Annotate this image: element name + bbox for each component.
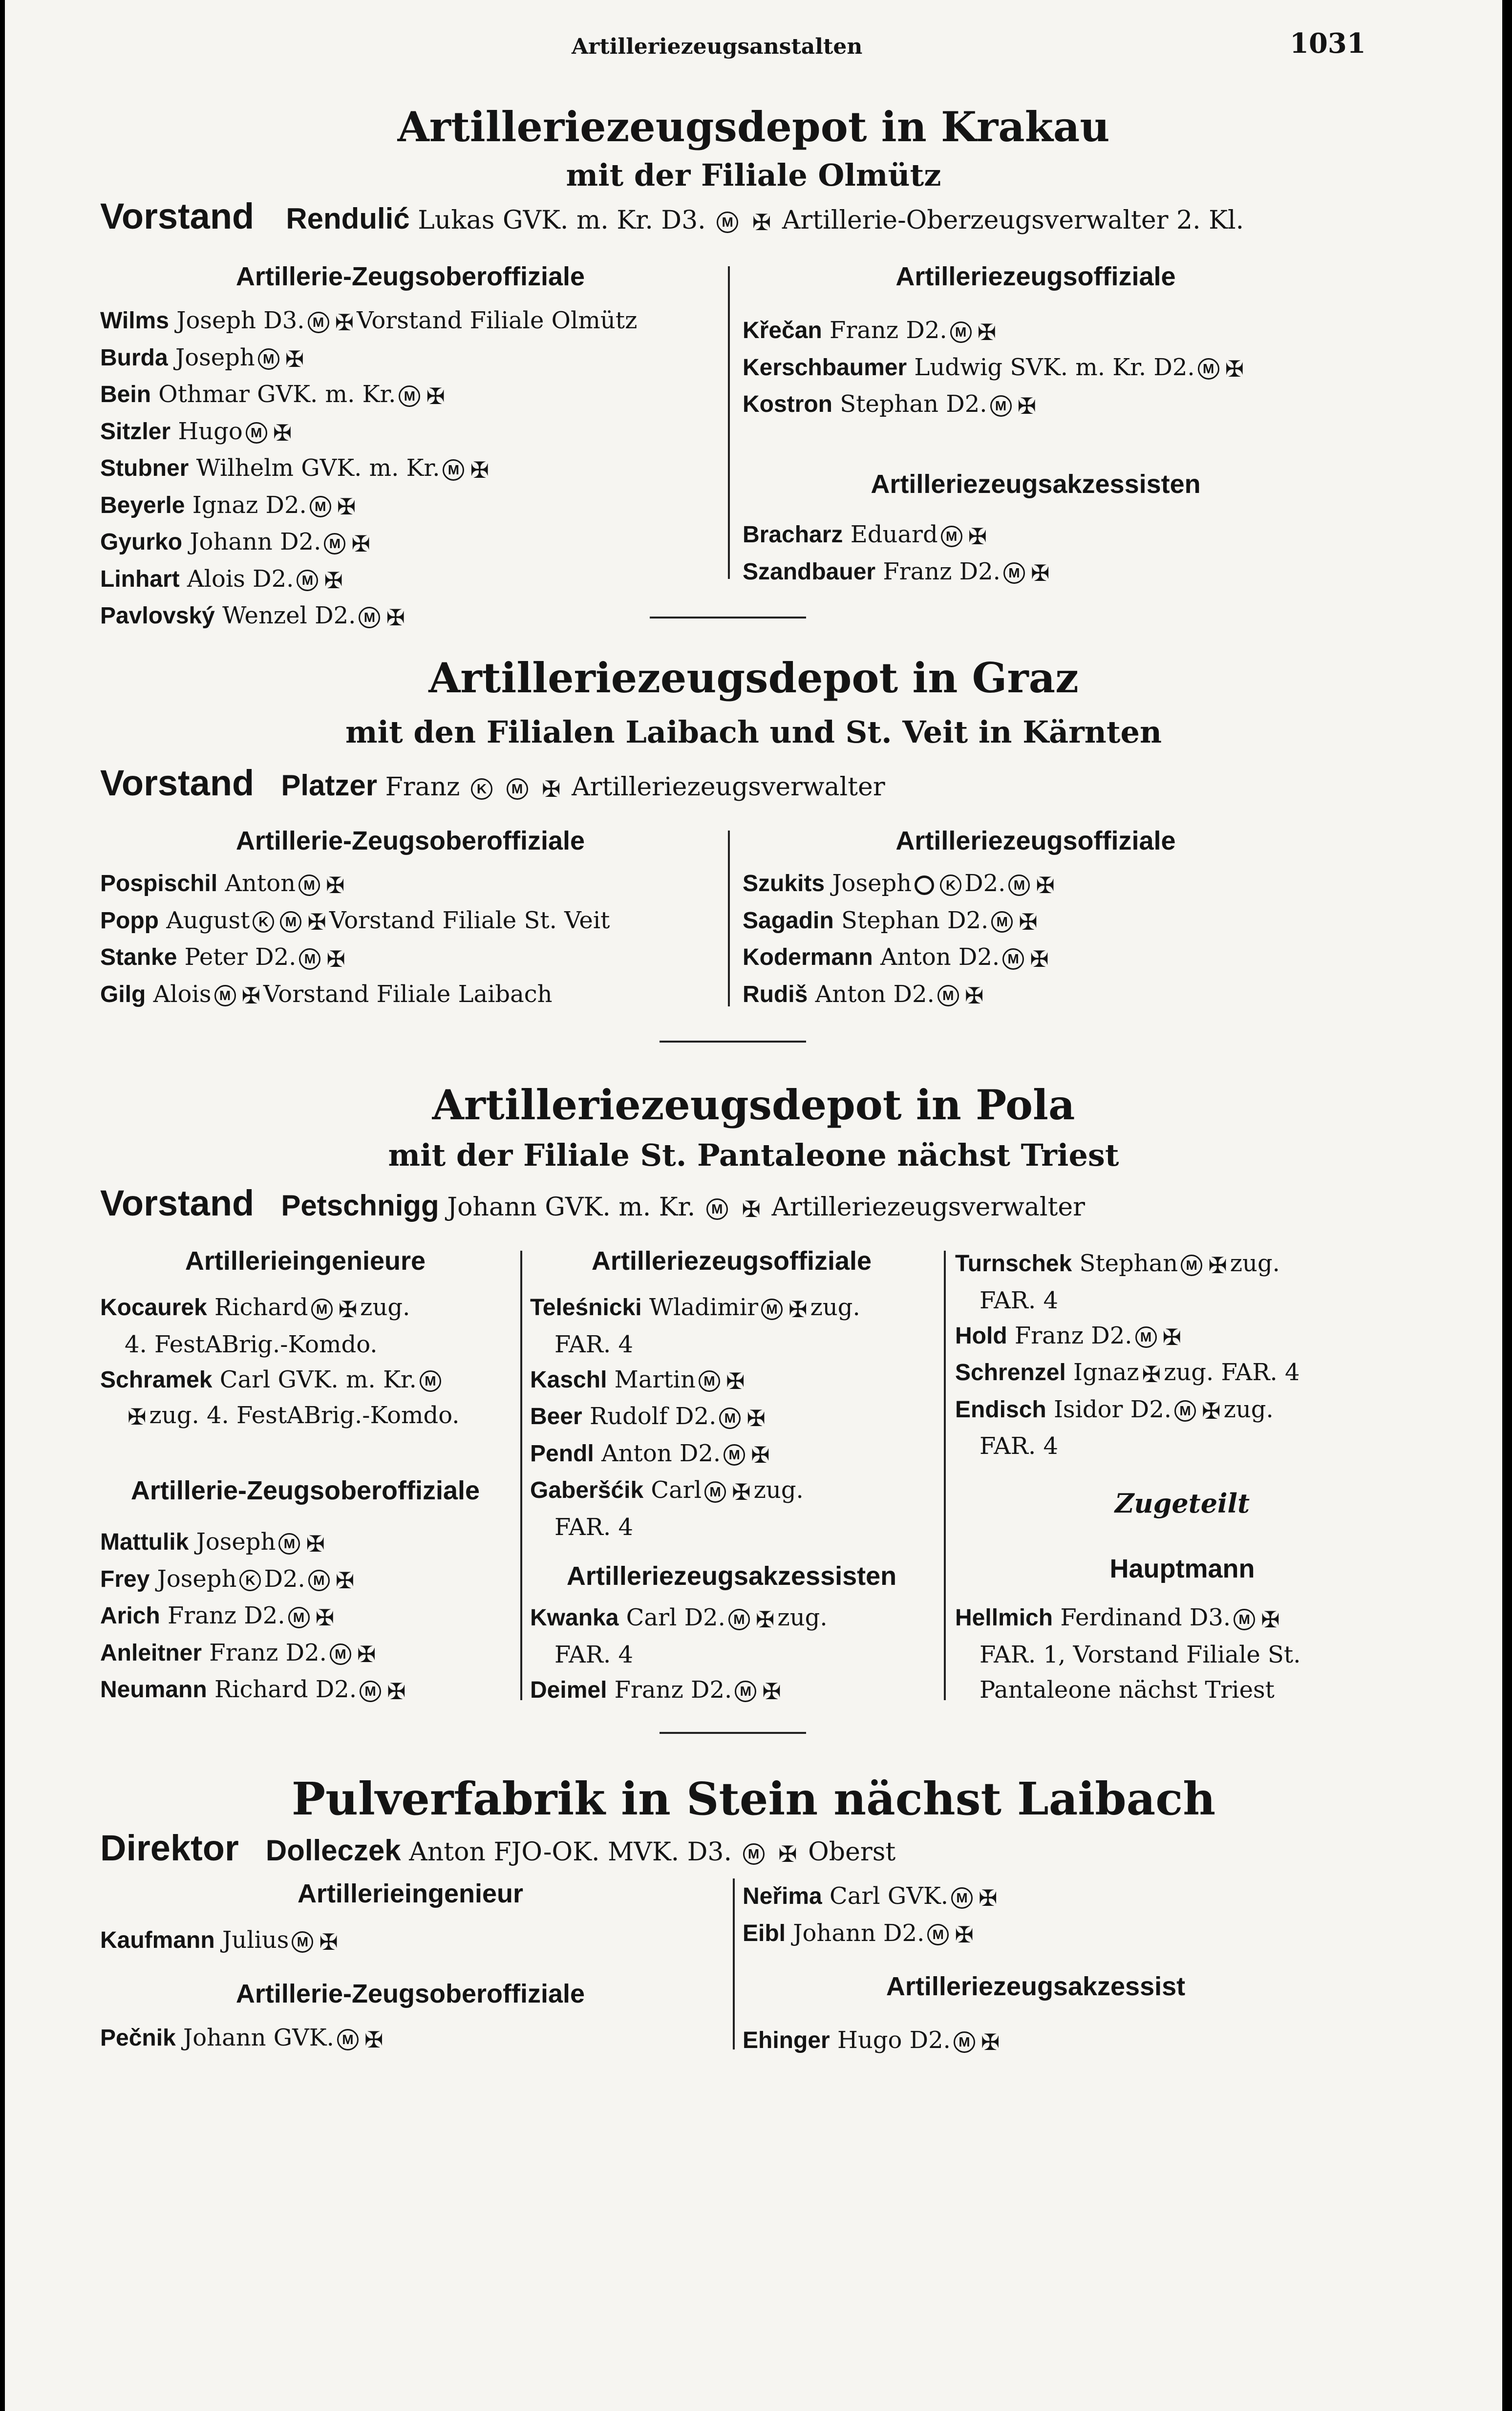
cross-icon: ✠ bbox=[324, 567, 343, 594]
list-item: Deimel Franz D2. M ✠ bbox=[530, 1672, 828, 1709]
cross-icon: ✠ bbox=[357, 1641, 376, 1667]
entry-list-pola-col1a bbox=[100, 1290, 460, 1434]
m-badge-icon: M bbox=[699, 1370, 720, 1392]
list-item: Pendl Anton D2. M ✠ bbox=[530, 1436, 860, 1473]
column-head: Artillerie-Zeugsoberoffiziale bbox=[235, 826, 585, 855]
vorstand-line-krakau bbox=[100, 195, 1244, 237]
list-item: Wilms Joseph D3. M ✠ Vorstand Filiale Olmütz bbox=[100, 303, 637, 340]
running-head: Artilleriezeugsanstalten bbox=[572, 34, 863, 59]
list-item: Neřima Carl GVK. M ✠ bbox=[743, 1878, 1001, 1916]
list-item: Stanke Peter D2. M ✠ bbox=[100, 939, 610, 977]
ring-icon bbox=[915, 875, 934, 895]
m-badge-icon: M bbox=[1234, 1609, 1255, 1630]
m-badge-icon: M bbox=[278, 1533, 300, 1555]
column-head: Artillerieingenieure bbox=[185, 1246, 426, 1276]
cross-icon: ✠ bbox=[335, 309, 354, 336]
list-item: Kerschbaumer Ludwig SVK. m. Kr. D2. M ✠ bbox=[743, 350, 1247, 387]
cross-icon: ✠ bbox=[788, 1296, 808, 1323]
cross-icon: ✠ bbox=[351, 530, 370, 557]
vorstand-label: Vorstand bbox=[100, 196, 255, 236]
cross-icon: ✠ bbox=[306, 1530, 325, 1557]
cross-icon: ✠ bbox=[1142, 1361, 1161, 1387]
cross-icon: ✠ bbox=[364, 2026, 383, 2053]
vorstand-detail: Johann GVK. m. Kr. bbox=[447, 1193, 696, 1222]
cross-icon: ✠ bbox=[307, 909, 326, 935]
m-badge-icon: M bbox=[728, 1609, 750, 1630]
list-item: Burda Joseph M ✠ bbox=[100, 340, 637, 377]
cross-icon: ✠ bbox=[968, 523, 987, 550]
list-item: Kaufmann Julius M ✠ bbox=[100, 1922, 341, 1960]
cross-icon: ✠ bbox=[742, 1195, 761, 1222]
m-badge-icon: M bbox=[1135, 1326, 1157, 1348]
cross-icon: ✠ bbox=[1036, 872, 1055, 898]
vorstand-detail: Franz bbox=[385, 772, 460, 802]
entry-list-krakau-right bbox=[743, 313, 1247, 424]
m-badge-icon: M bbox=[337, 2029, 359, 2050]
cross-icon: ✠ bbox=[752, 209, 771, 235]
list-item: Mattulik Joseph M ✠ bbox=[100, 1524, 409, 1561]
direktor-name: Dolleczek bbox=[265, 1834, 401, 1867]
list-item: Kostron Stephan D2. M ✠ bbox=[743, 386, 1247, 424]
section-title-krakau: Artilleriezeugsdepot in Krakau bbox=[397, 103, 1110, 151]
cross-icon: ✠ bbox=[955, 1921, 974, 1948]
list-item-continuation: Pantaleone nächst Triest bbox=[980, 1676, 1275, 1704]
cross-icon: ✠ bbox=[1017, 392, 1037, 419]
list-item: Linhart Alois D2. M ✠ bbox=[100, 561, 637, 598]
cross-icon: ✠ bbox=[1202, 1398, 1221, 1424]
vorstand-line-pola bbox=[100, 1182, 1085, 1224]
list-item: Pavlovský Wenzel D2. M ✠ bbox=[100, 598, 637, 635]
section-divider bbox=[650, 617, 806, 619]
k-badge-icon: K bbox=[940, 875, 961, 896]
m-badge-icon: M bbox=[954, 2031, 975, 2053]
list-item: Schramek Carl GVK. m. Kr. M bbox=[100, 1362, 460, 1398]
column-head: Artilleriezeugsoffiziale bbox=[895, 262, 1176, 291]
entry-list-stein-right-a bbox=[743, 1878, 1001, 1952]
list-item-continuation: FAR. 4 bbox=[554, 1513, 633, 1541]
m-badge-icon: M bbox=[951, 1887, 973, 1909]
entry-list-graz-left bbox=[100, 866, 610, 1013]
cross-icon: ✠ bbox=[386, 604, 405, 631]
list-item: Rudiš Anton D2. M ✠ bbox=[743, 977, 1058, 1014]
m-badge-icon: M bbox=[360, 1681, 381, 1702]
column-divider bbox=[520, 1251, 522, 1700]
k-badge-icon: K bbox=[471, 778, 492, 800]
list-item: Anleitner Franz D2. M ✠ bbox=[100, 1635, 409, 1672]
vorstand-name: Rendulić bbox=[286, 202, 410, 235]
list-item-continuation: FAR. 4 bbox=[980, 1286, 1058, 1314]
list-item-continuation: ✠ zug. 4. FestABrig.-Komdo. bbox=[100, 1398, 460, 1435]
m-badge-icon: M bbox=[297, 570, 318, 591]
column-head: Artilleriezeugsakzessisten bbox=[871, 469, 1201, 499]
entry-list-krakau-left bbox=[100, 303, 637, 635]
cross-icon: ✠ bbox=[273, 420, 292, 446]
list-item: Sagadin Stephan D2. M ✠ bbox=[743, 903, 1058, 940]
cross-icon: ✠ bbox=[128, 1404, 147, 1430]
section-subtitle-pola: mit der Filiale St. Pantaleone nächst Triest bbox=[388, 1137, 1119, 1173]
cross-icon: ✠ bbox=[755, 1606, 775, 1633]
section-divider bbox=[660, 1732, 806, 1734]
m-badge-icon: M bbox=[310, 496, 331, 517]
m-badge-icon: M bbox=[991, 911, 1013, 933]
section-divider bbox=[660, 1041, 806, 1043]
column-head: Artillerie-Zeugsoberoffiziale bbox=[130, 1476, 480, 1505]
column-divider bbox=[733, 1878, 735, 2049]
document-page bbox=[5, 0, 1502, 2411]
column-head: Artillerie-Zeugsoberoffiziale bbox=[235, 1979, 585, 2008]
cross-icon: ✠ bbox=[778, 1840, 797, 1867]
m-badge-icon: M bbox=[330, 1643, 351, 1665]
column-divider bbox=[944, 1251, 946, 1700]
m-badge-icon: M bbox=[1181, 1255, 1202, 1276]
cross-icon: ✠ bbox=[980, 2028, 1000, 2055]
list-item: Sitzler Hugo M ✠ bbox=[100, 414, 637, 451]
list-item: Pečnik Johann GVK. M ✠ bbox=[100, 2020, 386, 2057]
m-badge-icon: M bbox=[359, 607, 380, 628]
cross-icon: ✠ bbox=[319, 1928, 338, 1955]
m-badge-icon: M bbox=[214, 985, 236, 1006]
vorstand-line-graz bbox=[100, 762, 885, 804]
column-head: Artilleriezeugsakzessist bbox=[886, 1972, 1186, 2001]
m-badge-icon: M bbox=[1003, 562, 1025, 584]
column-head: Artilleriezeugsakzessisten bbox=[566, 1561, 897, 1591]
entry-list-krakau-right2 bbox=[743, 517, 1052, 591]
m-badge-icon: M bbox=[280, 911, 301, 933]
cross-icon: ✠ bbox=[315, 1604, 335, 1631]
cross-icon: ✠ bbox=[338, 1296, 358, 1323]
list-item: Schrenzel Ignaz ✠ zug. FAR. 4 bbox=[955, 1355, 1300, 1392]
column-head-italic: Zugeteilt bbox=[1114, 1488, 1250, 1519]
list-item: Stubner Wilhelm GVK. m. Kr. M ✠ bbox=[100, 450, 637, 488]
m-badge-icon: M bbox=[927, 1924, 949, 1945]
section-title-stein: Pulverfabrik in Stein nächst Laibach bbox=[291, 1772, 1216, 1825]
entry-list-pola-col3a bbox=[955, 1246, 1300, 1464]
list-item: Turnschek Stephan M ✠ zug. bbox=[955, 1246, 1300, 1283]
cross-icon: ✠ bbox=[732, 1478, 751, 1505]
list-item: Hellmich Ferdinand D3. M ✠ bbox=[955, 1600, 1300, 1637]
list-item: Eibl Johann D2. M ✠ bbox=[743, 1916, 1001, 1953]
list-item: Beyerle Ignaz D2. M ✠ bbox=[100, 488, 637, 525]
list-item: Hold Franz D2. M ✠ bbox=[955, 1318, 1300, 1355]
m-badge-icon: M bbox=[717, 212, 738, 233]
direktor-line-stein bbox=[100, 1827, 895, 1869]
m-badge-icon: M bbox=[724, 1444, 745, 1466]
page-number: 1031 bbox=[1290, 27, 1366, 60]
list-item: Beer Rudolf D2. M ✠ bbox=[530, 1399, 860, 1436]
m-badge-icon: M bbox=[735, 1681, 756, 1702]
entry-stein-left-b bbox=[100, 2020, 386, 2057]
list-item: Kocaurek Richard M ✠ zug. bbox=[100, 1290, 460, 1327]
m-badge-icon: M bbox=[1008, 875, 1030, 896]
list-item: Bracharz Eduard M ✠ bbox=[743, 517, 1052, 554]
list-item: Frey Joseph K D2. M ✠ bbox=[100, 1561, 409, 1599]
m-badge-icon: M bbox=[292, 1931, 313, 1953]
cross-icon: ✠ bbox=[1019, 909, 1038, 935]
section-subtitle-graz: mit den Filialen Laibach und St. Veit in Kärnten bbox=[345, 714, 1162, 750]
cross-icon: ✠ bbox=[964, 982, 984, 1009]
cross-icon: ✠ bbox=[285, 346, 304, 372]
cross-icon: ✠ bbox=[335, 1567, 355, 1594]
entry-list-pola-col2a bbox=[530, 1290, 860, 1545]
m-badge-icon: M bbox=[420, 1370, 441, 1392]
entry-stein-left-a bbox=[100, 1922, 341, 1960]
m-badge-icon: M bbox=[324, 533, 345, 555]
cross-icon: ✠ bbox=[326, 945, 345, 972]
list-item: Kodermann Anton D2. M ✠ bbox=[743, 939, 1058, 977]
list-item: Endisch Isidor D2. M ✠ zug. bbox=[955, 1392, 1300, 1429]
vorstand-label: Vorstand bbox=[100, 763, 255, 803]
m-badge-icon: M bbox=[937, 985, 959, 1006]
m-badge-icon: M bbox=[761, 1299, 783, 1320]
column-head: Artillerieingenieur bbox=[297, 1879, 524, 1908]
entry-list-pola-col2b bbox=[530, 1600, 828, 1709]
m-badge-icon: M bbox=[1174, 1400, 1196, 1422]
list-item: Gaberšćik Carl M ✠ zug. bbox=[530, 1472, 860, 1510]
vorstand-role: Artilleriezeugsverwalter bbox=[771, 1193, 1085, 1222]
column-head: Artillerie-Zeugsoberoffiziale bbox=[235, 262, 585, 291]
list-item: Popp August K M ✠ Vorstand Filiale St. Veit bbox=[100, 903, 610, 940]
list-item-continuation: FAR. 4 bbox=[554, 1641, 633, 1668]
direktor-role: Oberst bbox=[808, 1837, 896, 1867]
list-item: Szukits Joseph K D2. M ✠ bbox=[743, 866, 1058, 903]
vorstand-name: Petschnigg bbox=[281, 1189, 439, 1222]
list-item-continuation: FAR. 4 bbox=[554, 1330, 633, 1358]
cross-icon: ✠ bbox=[762, 1678, 781, 1705]
m-badge-icon: M bbox=[298, 875, 320, 896]
m-badge-icon: M bbox=[990, 395, 1012, 417]
cross-icon: ✠ bbox=[1162, 1324, 1182, 1350]
list-item-continuation: 4. FestABrig.-Komdo. bbox=[125, 1330, 378, 1358]
list-item: Szandbauer Franz D2. M ✠ bbox=[743, 554, 1052, 591]
cross-icon: ✠ bbox=[1208, 1252, 1227, 1279]
list-item: Neumann Richard D2. M ✠ bbox=[100, 1672, 409, 1709]
cross-icon: ✠ bbox=[241, 982, 261, 1009]
cross-icon: ✠ bbox=[1030, 945, 1049, 972]
cross-icon: ✠ bbox=[725, 1368, 745, 1394]
m-badge-icon: M bbox=[288, 1607, 310, 1628]
cross-icon: ✠ bbox=[979, 1884, 998, 1911]
k-badge-icon: K bbox=[253, 911, 274, 933]
list-item: Ehinger Hugo D2. M ✠ bbox=[743, 2023, 1002, 2060]
m-badge-icon: M bbox=[1198, 358, 1219, 380]
entry-list-pola-col1b bbox=[100, 1524, 409, 1709]
list-item-continuation: FAR. 4 bbox=[980, 1432, 1058, 1460]
m-badge-icon: M bbox=[743, 1843, 765, 1865]
list-item: Gyurko Johann D2. M ✠ bbox=[100, 524, 637, 561]
m-badge-icon: M bbox=[706, 1198, 728, 1220]
vorstand-detail: Lukas GVK. m. Kr. D3. bbox=[418, 206, 706, 235]
m-badge-icon: M bbox=[507, 778, 528, 800]
list-item-continuation: FAR. 1, Vorstand Filiale St. bbox=[980, 1641, 1301, 1668]
m-badge-icon: M bbox=[308, 312, 329, 333]
m-badge-icon: M bbox=[246, 422, 267, 444]
list-item: Teleśnicki Wladimir M ✠ zug. bbox=[530, 1290, 860, 1327]
direktor-label: Direktor bbox=[100, 1828, 239, 1868]
list-item: Kwanka Carl D2. M ✠ zug. bbox=[530, 1600, 828, 1637]
m-badge-icon: M bbox=[443, 459, 464, 481]
list-item: Pospischil Anton M ✠ bbox=[100, 866, 610, 903]
direktor-detail: Anton FJO-OK. MVK. D3. bbox=[409, 1837, 732, 1867]
list-item: Arich Franz D2. M ✠ bbox=[100, 1598, 409, 1635]
m-badge-icon: M bbox=[311, 1299, 333, 1320]
column-divider bbox=[728, 831, 730, 1006]
cross-icon: ✠ bbox=[542, 775, 561, 802]
m-badge-icon: M bbox=[941, 526, 962, 547]
m-badge-icon: M bbox=[1002, 948, 1024, 970]
column-head: Artilleriezeugsoffiziale bbox=[895, 826, 1176, 855]
m-badge-icon: M bbox=[299, 948, 320, 970]
cross-icon: ✠ bbox=[337, 493, 356, 520]
section-subtitle-krakau: mit der Filiale Olmütz bbox=[566, 157, 941, 193]
m-badge-icon: M bbox=[950, 321, 972, 343]
cross-icon: ✠ bbox=[746, 1405, 766, 1431]
m-badge-icon: M bbox=[308, 1570, 330, 1591]
cross-icon: ✠ bbox=[1261, 1606, 1280, 1633]
list-item: Kaschl Martin M ✠ bbox=[530, 1362, 860, 1399]
entry-stein-right-b bbox=[743, 2023, 1002, 2060]
section-title-graz: Artilleriezeugsdepot in Graz bbox=[428, 654, 1079, 702]
vorstand-role: Artillerie-Oberzeugsverwalter 2. Kl. bbox=[782, 206, 1244, 235]
vorstand-name: Platzer bbox=[281, 769, 378, 802]
section-title-pola: Artilleriezeugsdepot in Pola bbox=[432, 1081, 1075, 1129]
column-head: Artilleriezeugsoffiziale bbox=[591, 1246, 872, 1276]
vorstand-label: Vorstand bbox=[100, 1183, 255, 1223]
m-badge-icon: M bbox=[258, 348, 279, 370]
cross-icon: ✠ bbox=[977, 319, 997, 345]
m-badge-icon: M bbox=[399, 385, 420, 407]
cross-icon: ✠ bbox=[1030, 560, 1050, 586]
cross-icon: ✠ bbox=[426, 383, 445, 409]
cross-icon: ✠ bbox=[326, 872, 345, 898]
entry-list-graz-right bbox=[743, 866, 1058, 1013]
list-item: Křečan Franz D2. M ✠ bbox=[743, 313, 1247, 350]
m-badge-icon: M bbox=[719, 1408, 741, 1429]
cross-icon: ✠ bbox=[1225, 356, 1244, 382]
vorstand-role: Artilleriezeugsverwalter bbox=[572, 772, 885, 802]
list-item: Bein Othmar GVK. m. Kr. M ✠ bbox=[100, 377, 637, 414]
cross-icon: ✠ bbox=[470, 456, 489, 483]
column-head: Hauptmann bbox=[1109, 1554, 1255, 1583]
list-item: Gilg Alois M ✠ Vorstand Filiale Laibach bbox=[100, 977, 610, 1014]
cross-icon: ✠ bbox=[751, 1442, 770, 1468]
column-divider bbox=[728, 266, 730, 579]
entry-list-pola-col3b bbox=[955, 1600, 1300, 1707]
m-badge-icon: M bbox=[704, 1481, 726, 1503]
k-badge-icon: K bbox=[239, 1570, 261, 1591]
cross-icon: ✠ bbox=[387, 1678, 406, 1705]
